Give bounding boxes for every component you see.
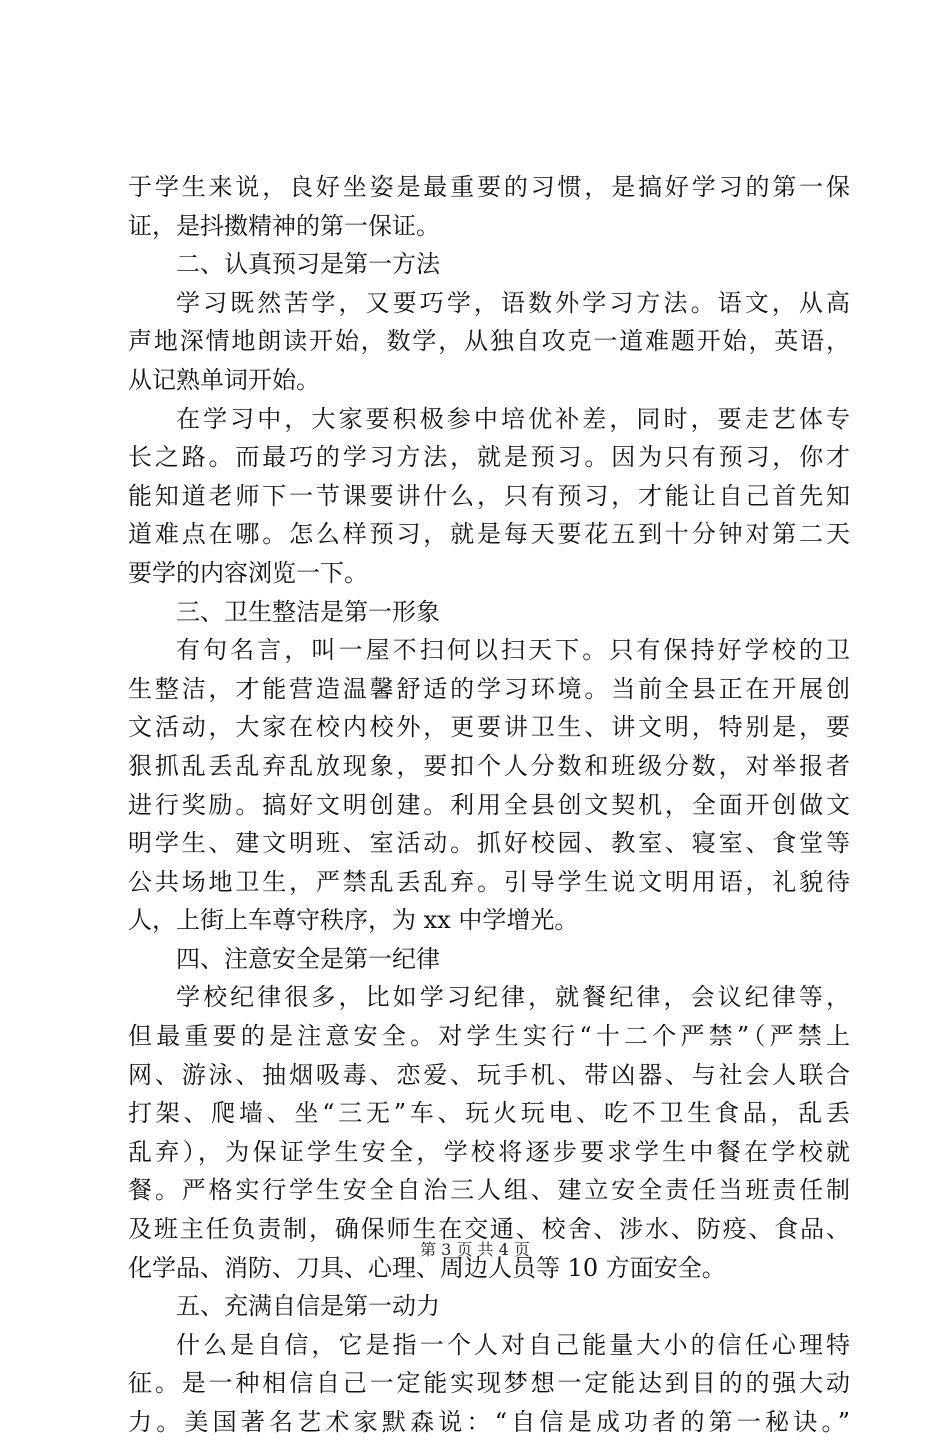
text-line: 餐。严格实行学生安全自治三人组、建立安全责任当班责任制 — [128, 1176, 850, 1205]
page-footer: 第 3 页 共 4 页 — [420, 1240, 530, 1259]
text-line: 但最重要的是注意安全。对学生实行“十二个严禁”（严禁上 — [128, 1022, 850, 1051]
text-line: 化学品、消防、刀具、心理、周边人员等 10 方面安全。 — [128, 1253, 726, 1282]
text-line: 什么是自信，它是指一个人对自己能量大小的信任心理特 — [176, 1330, 850, 1359]
text-line: 声地深情地朗读开始，数学，从独自攻克一道难题开始，英语， — [128, 327, 850, 356]
text-line: 及班主任负责制，确保师生在交通、校舍、涉水、防疫、食品、 — [128, 1215, 850, 1244]
text-line: 文活动，大家在校内校外，更要讲卫生、讲文明，特别是，要 — [128, 713, 850, 742]
text-line: 在学习中，大家要积极参中培优补差，同时，要走艺体专 — [176, 404, 850, 433]
text-line: 长之路。而最巧的学习方法，就是预习。因为只有预习，你才 — [128, 443, 850, 472]
text-line: 二、认真预习是第一方法 — [176, 250, 440, 279]
text-line: 五、充满自信是第一动力 — [176, 1292, 440, 1321]
text-line: 道难点在哪。怎么样预习，就是每天要花五到十分钟对第二天 — [128, 520, 850, 549]
text-line: 生整洁，才能营造温馨舒适的学习环境。当前全县正在开展创 — [128, 674, 850, 703]
text-line: 明学生、建文明班、室活动。抓好校园、教室、寝室、食堂等 — [128, 829, 850, 858]
text-line: 学习既然苦学，又要巧学，语数外学习方法。语文，从高 — [176, 288, 850, 317]
text-line: 人，上街上车尊守秩序，为 xx 中学增光。 — [128, 906, 579, 935]
text-line: 学校纪律很多，比如学习纪律，就餐纪律，会议纪律等， — [176, 983, 850, 1012]
text-line: 能知道老师下一节课要讲什么，只有预习，才能让自己首先知 — [128, 481, 850, 510]
text-line: 征。是一种相信自己一定能实现梦想一定能达到目的的强大动 — [128, 1369, 850, 1398]
text-line: 打架、爬墙、坐“三无”车、玩火玩电、吃不卫生食品，乱丢 — [128, 1099, 850, 1128]
text-line: 狠抓乱丢乱弃乱放现象，要扣个人分数和班级分数，对举报者 — [128, 751, 850, 780]
text-line: 要学的内容浏览一下。 — [128, 558, 368, 587]
text-line: 四、注意安全是第一纪律 — [176, 944, 440, 973]
text-line: 乱弃），为保证学生安全，学校将逐步要求学生中餐在学校就 — [128, 1137, 850, 1166]
text-line: 进行奖励。搞好文明创建。利用全县创文契机，全面开创做文 — [128, 790, 850, 819]
text-line: 证，是抖擞精神的第一保证。 — [128, 211, 440, 240]
text-line: 有句名言，叫一屋不扫何以扫天下。只有保持好学校的卫 — [176, 636, 850, 665]
text-line: 从记熟单词开始。 — [128, 365, 320, 394]
text-line: 网、游泳、抽烟吸毒、恋爱、玩手机、带凶器、与社会人联合 — [128, 1060, 850, 1089]
text-line: 三、卫生整洁是第一形象 — [176, 597, 440, 626]
text-line: 公共场地卫生，严禁乱丢乱弃。引导学生说文明用语，礼貌待 — [128, 867, 850, 896]
text-line: 力。美国著名艺术家默森说：“自信是成功者的第一秘诀。” — [128, 1408, 850, 1436]
text-line: 于学生来说，良好坐姿是最重要的习惯，是搞好学习的第一保 — [128, 173, 850, 201]
